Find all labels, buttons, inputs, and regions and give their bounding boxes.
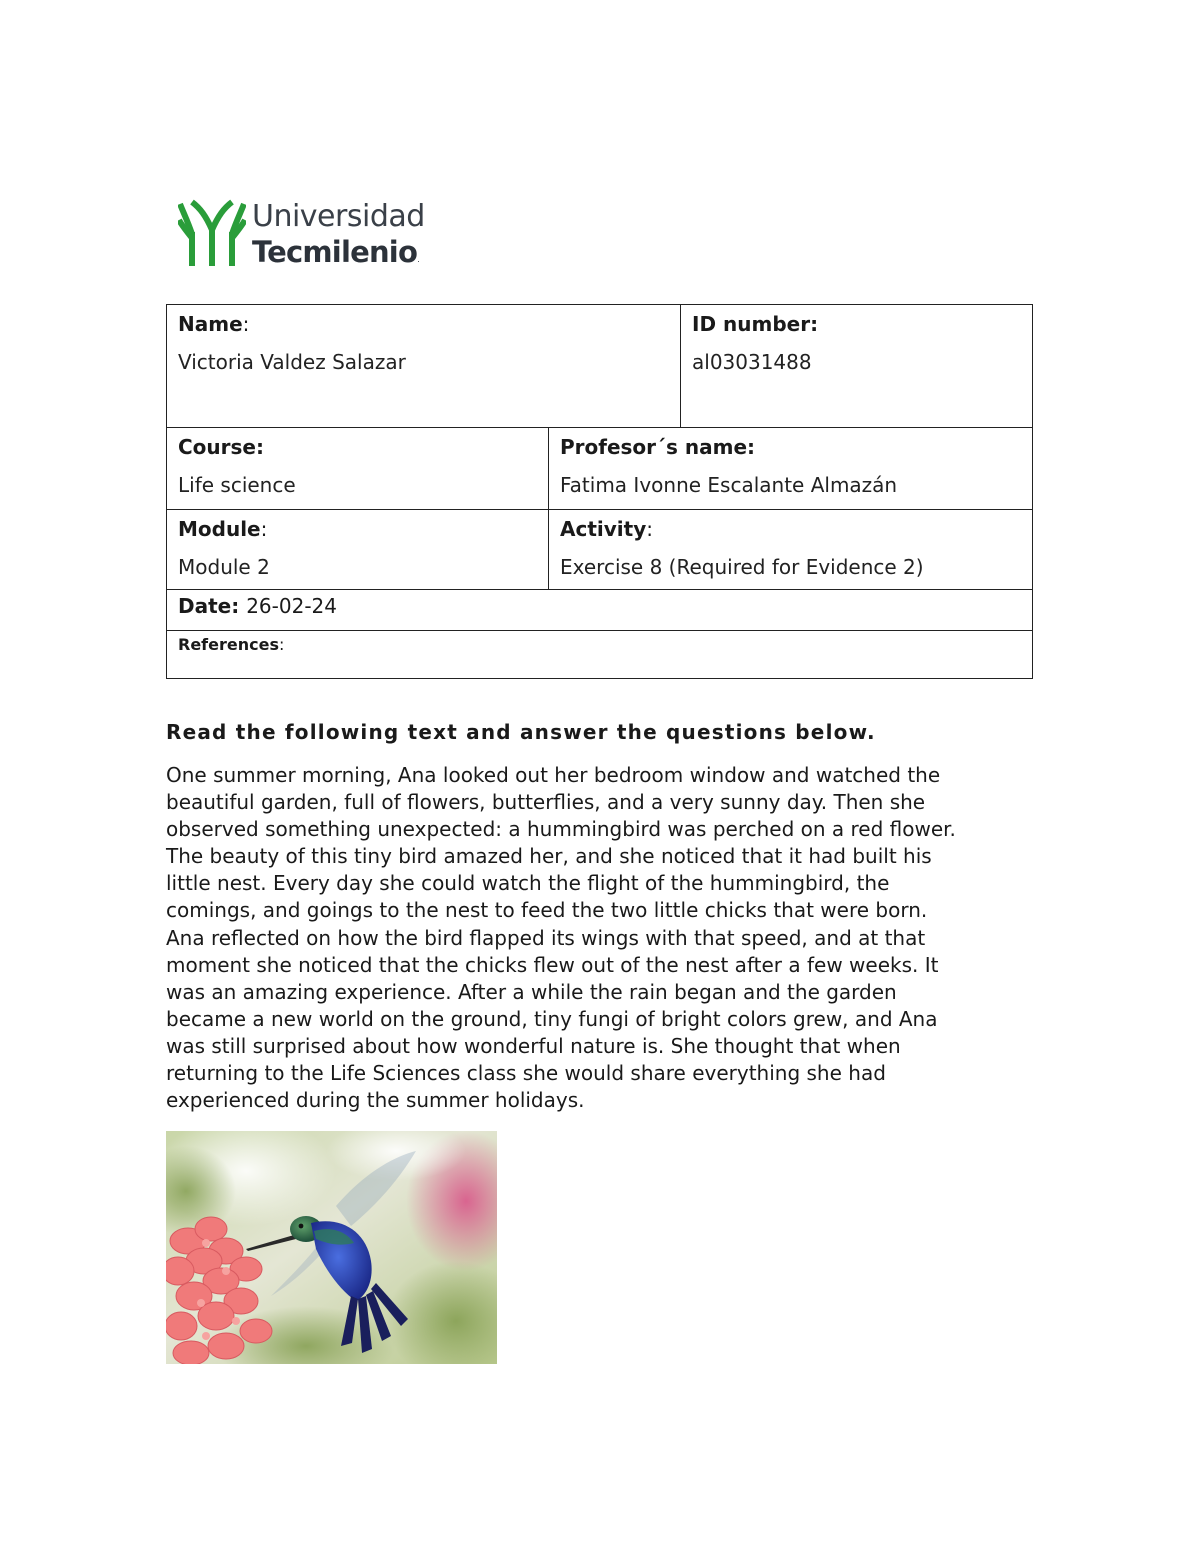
- hummingbird-illustration: [166, 1131, 497, 1364]
- references-label: [178, 631, 1021, 659]
- activity-cell: [548, 510, 1032, 589]
- table-row: [167, 510, 1032, 590]
- name-value: Victoria Valdez Salazar: [178, 350, 406, 374]
- activity-label-text: Activity: [560, 517, 647, 541]
- date-label: Date:: [178, 594, 240, 618]
- logo-line-tecmilenio: [252, 235, 425, 269]
- activity-value: Exercise 8 (Required for Evidence 2): [560, 555, 924, 579]
- story-line: experienced during the summer holidays.: [166, 1088, 585, 1113]
- table-row: [167, 428, 1032, 510]
- story-line: comings, and goings to the nest to feed the two little chicks that were born.: [166, 898, 928, 923]
- module-label-text: Module: [178, 517, 261, 541]
- story-line: returning to the Life Sciences class she would share everything she had: [166, 1061, 886, 1086]
- module-label: [178, 515, 537, 543]
- table-row: [167, 305, 1032, 428]
- date-value: 26-02-24: [246, 594, 337, 618]
- story-line: One summer morning, Ana looked out her bedroom window and watched the: [166, 763, 941, 787]
- story-line: was still surprised about how wonderful nature is. She thought that when: [166, 1033, 901, 1058]
- references-label-text: References: [178, 635, 279, 654]
- module-label-colon: :: [260, 517, 268, 541]
- logo-line-universidad: Universidad: [252, 199, 425, 234]
- story-paragraph: [166, 762, 1046, 1114]
- date-line: [178, 592, 1021, 620]
- table-row: [167, 590, 1032, 631]
- name-label-text: Name: [178, 312, 243, 336]
- professor-label: Profesor´s name:: [560, 435, 756, 459]
- date-cell: [167, 590, 1032, 630]
- name-cell: [167, 305, 680, 427]
- id-value: al03031488: [692, 350, 812, 374]
- story-line: observed something unexpected: a hummingbird was perched on a red flower.: [166, 817, 956, 842]
- university-logo: [178, 198, 438, 270]
- logo-tecmilenio-text: Tecmilenio: [252, 235, 418, 269]
- professor-cell: [548, 428, 1032, 509]
- story-line: beautiful garden, full of flowers, butterflies, and a very sunny day. Then she: [166, 790, 926, 815]
- course-value: Life science: [178, 473, 296, 497]
- story-line: The beauty of this tiny bird amazed her, and she noticed that it had built his: [166, 844, 932, 869]
- student-info-table: [166, 304, 1033, 679]
- module-value: Module 2: [178, 555, 270, 579]
- module-cell: [167, 510, 548, 589]
- table-row: [167, 631, 1032, 678]
- hummingbird-photo: [166, 1131, 497, 1364]
- course-cell: [167, 428, 548, 509]
- story-line: moment she noticed that the chicks flew out of the nest after a few weeks. It: [166, 952, 939, 977]
- name-label: [178, 310, 669, 338]
- university-wordmark: [252, 199, 425, 269]
- story-line: Ana reflected on how the bird flapped its wings with that speed, and at that: [166, 925, 926, 950]
- tecmilenio-leaf-icon: [178, 198, 246, 268]
- name-label-colon: :: [242, 312, 250, 336]
- course-label: Course:: [178, 435, 264, 459]
- reading-instructions-heading: Read the following text and answer the questions below.: [166, 720, 876, 744]
- story-line: was an amazing experience. After a while the rain began and the garden: [166, 979, 897, 1004]
- references-label-colon: :: [278, 635, 285, 654]
- professor-value: Fatima Ivonne Escalante Almazán: [560, 473, 898, 497]
- id-label: ID number:: [692, 312, 819, 336]
- logo-trademark: .: [417, 255, 420, 264]
- activity-label-colon: :: [646, 517, 653, 541]
- story-line: little nest. Every day she could watch the flight of the hummingbird, the: [166, 871, 890, 896]
- story-line: became a new world on the ground, tiny fungi of bright colors grew, and Ana: [166, 1006, 938, 1031]
- references-cell: [167, 631, 1032, 678]
- activity-label: [560, 515, 1021, 543]
- id-cell: [680, 305, 1032, 427]
